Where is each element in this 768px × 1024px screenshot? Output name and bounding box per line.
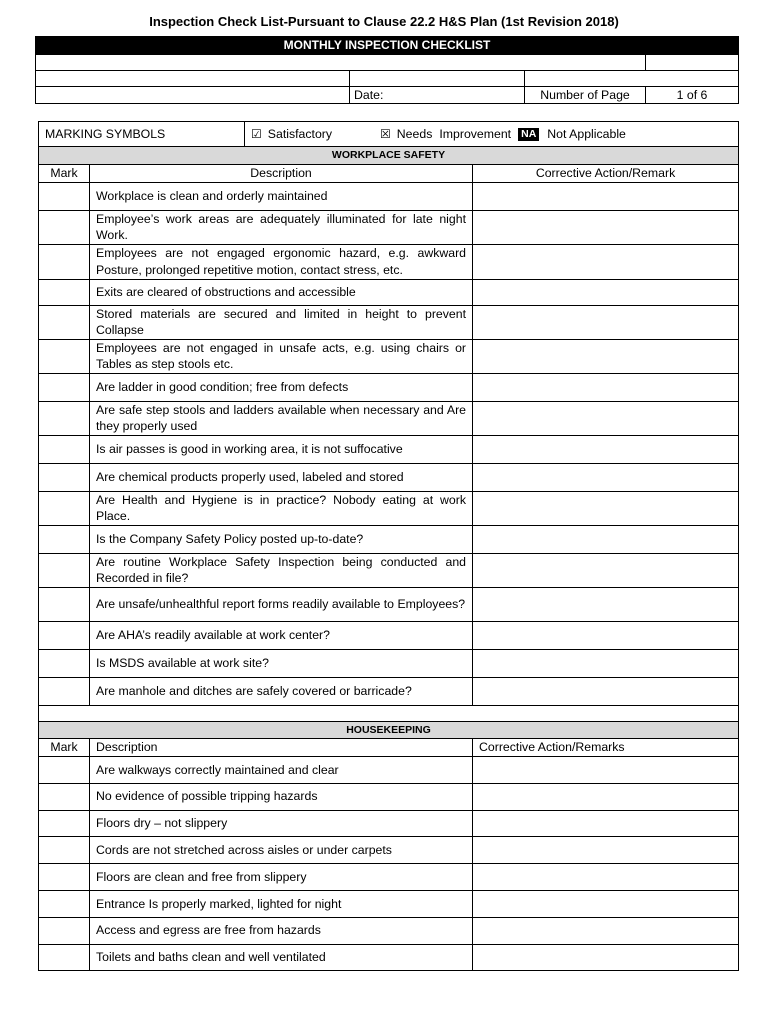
remark-cell[interactable]: [473, 210, 739, 244]
item-description: Are routine Workplace Safety Inspection being conducted and Recorded in file?: [90, 553, 473, 587]
remark-cell[interactable]: [473, 890, 739, 917]
checklist-row: [39, 210, 739, 244]
remark-cell[interactable]: [473, 491, 739, 525]
remark-cell[interactable]: [473, 757, 739, 784]
remark-cell[interactable]: [473, 244, 739, 279]
remark-cell[interactable]: [473, 810, 739, 837]
checklist-row: [39, 677, 739, 705]
remark-cell[interactable]: [473, 864, 739, 891]
item-description: Stored materials are secured and limited in height to prevent Collapse: [90, 305, 473, 339]
item-description: Access and egress are free from hazards: [90, 917, 473, 944]
description-column-header: Description: [90, 164, 473, 182]
date-label: Date:: [350, 86, 525, 104]
mark-cell[interactable]: [39, 305, 90, 339]
mark-cell[interactable]: [39, 810, 90, 837]
checklist-row: [39, 435, 739, 463]
mark-cell[interactable]: [39, 339, 90, 373]
checklist-row: [39, 757, 739, 784]
satisfactory-label: Satisfactory: [267, 126, 333, 141]
checklist-row: [39, 837, 739, 864]
item-description: Entrance Is properly marked, lighted for night: [90, 890, 473, 917]
checklist-row: [39, 182, 739, 210]
remark-cell[interactable]: [473, 525, 739, 553]
na-badge-icon: NA: [518, 128, 539, 141]
item-description: Are walkways correctly maintained and clear: [90, 757, 473, 784]
document-title: Inspection Check List-Pursuant to Clause 22.2 H&S Plan (1st Revision 2018): [149, 14, 619, 29]
checklist-row: [39, 279, 739, 305]
item-description: Are chemical products properly used, labeled and stored: [90, 463, 473, 491]
marking-symbols-label: MARKING SYMBOLS: [39, 122, 245, 147]
checkbox-crossed-icon: ☒: [380, 126, 391, 141]
section-spacer: [39, 705, 739, 721]
mark-cell[interactable]: [39, 525, 90, 553]
checklist-row: [39, 649, 739, 677]
hk-remark-column-header: Corrective Action/Remarks: [473, 739, 739, 757]
item-description: Employees are not engaged in unsafe acts, e.g. using chairs or Tables as step stools etc.: [90, 339, 473, 373]
item-description: Exits are cleared of obstructions and accessible: [90, 279, 473, 305]
number-of-page-label: Number of Page: [525, 86, 646, 104]
mark-cell[interactable]: [39, 182, 90, 210]
item-description: Is the Company Safety Policy posted up-to-date?: [90, 525, 473, 553]
header-field-4[interactable]: [350, 70, 525, 86]
mark-cell[interactable]: [39, 783, 90, 810]
mark-cell[interactable]: [39, 757, 90, 784]
needs-label: Needs: [396, 126, 433, 141]
item-description: Employee’s work areas are adequately illuminated for late night Work.: [90, 210, 473, 244]
remark-cell[interactable]: [473, 373, 739, 401]
remark-cell[interactable]: [473, 182, 739, 210]
monthly-inspection-banner: MONTHLY INSPECTION CHECKLIST: [36, 37, 739, 55]
hk-description-column-header: Description: [90, 739, 473, 757]
mark-cell[interactable]: [39, 890, 90, 917]
header-field-2[interactable]: [646, 54, 739, 70]
mark-cell[interactable]: [39, 677, 90, 705]
item-description: Cords are not stretched across aisles or under carpets: [90, 837, 473, 864]
mark-cell[interactable]: [39, 944, 90, 971]
checklist-row: [39, 553, 739, 587]
remark-cell[interactable]: [473, 279, 739, 305]
remark-cell[interactable]: [473, 339, 739, 373]
remark-cell[interactable]: [473, 435, 739, 463]
mark-column-header: Mark: [39, 164, 90, 182]
header-field-6[interactable]: [36, 86, 350, 104]
mark-cell[interactable]: [39, 837, 90, 864]
checklist-row: [39, 783, 739, 810]
mark-cell[interactable]: [39, 649, 90, 677]
not-applicable-label: Not Applicable: [547, 126, 626, 141]
header-table: [35, 36, 739, 104]
item-description: Are AHA’s readily available at work center?: [90, 621, 473, 649]
item-description: Floors are clean and free from slippery: [90, 864, 473, 891]
workplace-safety-section-title: WORKPLACE SAFETY: [39, 147, 739, 165]
item-description: No evidence of possible tripping hazards: [90, 783, 473, 810]
mark-cell[interactable]: [39, 401, 90, 435]
mark-cell[interactable]: [39, 210, 90, 244]
item-description: Are Health and Hygiene is in practice? Nobody eating at work Place.: [90, 491, 473, 525]
remark-cell[interactable]: [473, 944, 739, 971]
checklist-row: [39, 491, 739, 525]
checklist-row: [39, 890, 739, 917]
item-description: Floors dry – not slippery: [90, 810, 473, 837]
header-field-1[interactable]: [36, 54, 646, 70]
remark-cell[interactable]: [473, 553, 739, 587]
mark-cell[interactable]: [39, 917, 90, 944]
remark-cell[interactable]: [473, 463, 739, 491]
checklist-row: [39, 463, 739, 491]
item-description: Toilets and baths clean and well ventilated: [90, 944, 473, 971]
remark-cell[interactable]: [473, 917, 739, 944]
item-description: Are ladder in good condition; free from defects: [90, 373, 473, 401]
remark-cell[interactable]: [473, 649, 739, 677]
improvement-label: Improvement: [439, 126, 512, 141]
mark-cell[interactable]: [39, 621, 90, 649]
housekeeping-section-title: HOUSEKEEPING: [39, 721, 739, 739]
remark-cell[interactable]: [473, 401, 739, 435]
mark-cell[interactable]: [39, 373, 90, 401]
checklist-row: [39, 621, 739, 649]
header-field-3[interactable]: [36, 70, 350, 86]
item-description: Are safe step stools and ladders available when necessary and Are they properly used: [90, 401, 473, 435]
checklist-row: [39, 810, 739, 837]
item-description: Are unsafe/unhealthful report forms readily available to Employees?: [90, 587, 473, 621]
checklist-row: [39, 244, 739, 279]
mark-cell[interactable]: [39, 435, 90, 463]
page-number-value: 1 of 6: [646, 86, 739, 104]
marking-symbols-legend: [245, 122, 739, 147]
checkbox-checked-icon: ☑: [251, 126, 262, 141]
mark-cell[interactable]: [39, 279, 90, 305]
checklist-row: [39, 864, 739, 891]
header-field-5[interactable]: [525, 70, 739, 86]
remark-cell[interactable]: [473, 305, 739, 339]
checklist-row: [39, 339, 739, 373]
hk-mark-column-header: Mark: [39, 739, 90, 757]
checklist-row: [39, 587, 739, 621]
item-description: Are manhole and ditches are safely covered or barricade?: [90, 677, 473, 705]
item-description: Employees are not engaged ergonomic hazard, e.g. awkward Posture, prolonged repetitive motion, contact stress, etc.: [90, 244, 473, 279]
remark-cell[interactable]: [473, 621, 739, 649]
item-description: Workplace is clean and orderly maintained: [90, 182, 473, 210]
mark-cell[interactable]: [39, 244, 90, 279]
remark-column-header: Corrective Action/Remark: [473, 164, 739, 182]
checklist-row: [39, 305, 739, 339]
mark-cell[interactable]: [39, 553, 90, 587]
mark-cell[interactable]: [39, 463, 90, 491]
checklist-row: [39, 525, 739, 553]
item-description: Is MSDS available at work site?: [90, 649, 473, 677]
remark-cell[interactable]: [473, 587, 739, 621]
checklist-row: [39, 944, 739, 971]
mark-cell[interactable]: [39, 491, 90, 525]
remark-cell[interactable]: [473, 837, 739, 864]
remark-cell[interactable]: [473, 677, 739, 705]
remark-cell[interactable]: [473, 783, 739, 810]
checklist-row: [39, 401, 739, 435]
checklist-table: [38, 121, 739, 971]
checklist-row: [39, 917, 739, 944]
mark-cell[interactable]: [39, 864, 90, 891]
checklist-row: [39, 373, 739, 401]
item-description: Is air passes is good in working area, it is not suffocative: [90, 435, 473, 463]
mark-cell[interactable]: [39, 587, 90, 621]
